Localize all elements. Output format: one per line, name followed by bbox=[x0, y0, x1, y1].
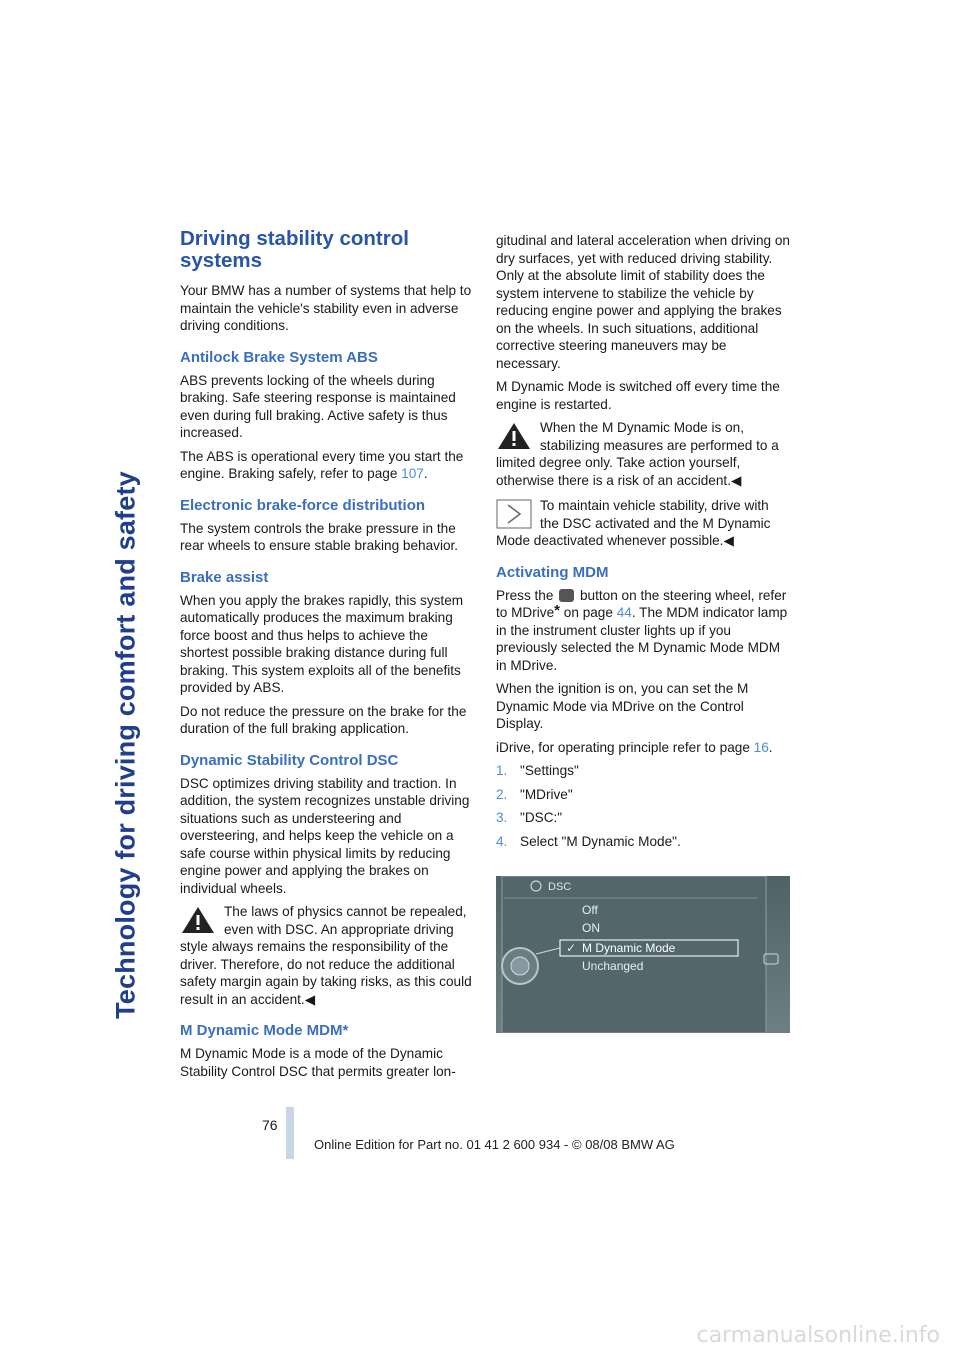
step-item bbox=[496, 809, 790, 827]
act3-text-end: . bbox=[768, 739, 773, 755]
act3-text: iDrive, for operating principle refer to page bbox=[496, 739, 754, 755]
right-column bbox=[496, 232, 790, 856]
warning-triangle-icon bbox=[180, 905, 216, 935]
intro-paragraph: Your BMW has a number of systems that help to maintain the vehicle's stability even in adverse driving conditions. bbox=[180, 283, 472, 333]
screen-option-on[interactable]: ON bbox=[582, 921, 600, 935]
mdm-note-text-b: M Dynamic Mode deactivated whenever possible. bbox=[496, 515, 771, 548]
mdm-note bbox=[496, 497, 790, 550]
screen-header: DSC bbox=[548, 881, 572, 893]
mdm-heading: M Dynamic Mode MDM* bbox=[180, 1022, 349, 1039]
step-list bbox=[496, 762, 790, 850]
abs-heading: Antilock Brake System ABS bbox=[180, 348, 378, 366]
step-text: "DSC:" bbox=[520, 810, 563, 825]
optional-equipment-star: * bbox=[554, 602, 561, 619]
activating-paragraph-2: When the ignition is on, you can set the M Dynamic Mode via MDrive on the Control Display. bbox=[496, 681, 749, 731]
brake-assist-paragraph-1: When you apply the brakes rapidly, this system automatically produces the maximum braking force boost and thus helps to achieve the shortest possible braking distance during full braking. This system exploits all of the benefits provided by ABS. bbox=[180, 592, 464, 695]
side-chapter-title-text: Technology for driving comfort and safety bbox=[110, 471, 141, 1019]
control-display-graphic bbox=[496, 876, 790, 1033]
step-text: Select "M Dynamic Mode". bbox=[520, 833, 681, 849]
mdm-off-paragraph: M Dynamic Mode is switched off every time the engine is restarted. bbox=[496, 379, 780, 412]
step-text: "MDrive" bbox=[520, 786, 573, 802]
ebd-heading: Electronic brake-force distribution bbox=[180, 496, 426, 514]
mdm-warning bbox=[496, 419, 790, 489]
check-icon: ✓ bbox=[566, 941, 577, 955]
step-number: 3. bbox=[496, 810, 508, 825]
mdm-paragraph: M Dynamic Mode is a mode of the Dynamic Stability Control DSC that permits greater lon- bbox=[180, 1046, 456, 1079]
step-number: 1. bbox=[496, 763, 508, 778]
left-column bbox=[180, 228, 474, 1086]
section-title: Driving stability control systems bbox=[180, 227, 409, 272]
activating-paragraph-3 bbox=[496, 739, 790, 757]
screen-option-unchanged[interactable]: Unchanged bbox=[582, 959, 644, 973]
mdm-warning-text-a: When the M Dynamic Mode is on, stabilizing measures are performed to a limited bbox=[496, 420, 779, 470]
step-text: "Settings" bbox=[520, 763, 579, 778]
abs-paragraph-1: ABS prevents locking of the wheels during braking. Safe steering response is maintained even during full braking. Active safety is thus increased. bbox=[180, 372, 456, 440]
end-mark: ◀ bbox=[304, 991, 316, 1007]
brake-assist-heading: Brake assist bbox=[180, 568, 269, 586]
page-link-44[interactable]: 44 bbox=[616, 605, 632, 620]
activating-mdm-heading: Activating MDM bbox=[496, 563, 609, 581]
abs-text: The ABS is operational every time you start the engine. Braking safely, refer to page bbox=[180, 448, 464, 481]
control-display-screenshot bbox=[496, 876, 790, 1033]
note-arrow-icon bbox=[496, 499, 532, 529]
act-text-c: on page bbox=[560, 605, 617, 620]
act-text-d: . The MDM indicator lamp in the instrument cluster lights up if you previously selected the M Dynamic Mode MDM in MDrive. bbox=[496, 605, 788, 673]
ebd-paragraph: The system controls the brake pressure in the rear wheels to ensure stable braking behavior. bbox=[180, 520, 459, 553]
mdm-note-text-a: To maintain vehicle stability, drive with the DSC activated and the bbox=[540, 498, 769, 531]
end-mark: ◀ bbox=[723, 533, 734, 548]
mdm-warning-text-b: degree only. Take action yourself, otherwise there is a risk of an accident. bbox=[496, 455, 741, 488]
step-item bbox=[496, 833, 790, 851]
brake-assist-paragraph-2: Do not reduce the pressure on the brake for the duration of the full braking application. bbox=[180, 703, 467, 736]
mdrive-button-icon bbox=[559, 589, 574, 602]
dsc-warning-text-b: An appropriate driving style always remains the responsibility of the driver. Therefore, do not reduce the additional safety margin again by taking risks, as this could result in an accident. bbox=[180, 921, 472, 1007]
act-text-b: button on the steering wheel, refer to MDrive bbox=[496, 587, 787, 620]
screen-option-off[interactable]: Off bbox=[582, 903, 598, 917]
end-mark: ◀ bbox=[730, 472, 742, 488]
step-number: 2. bbox=[496, 786, 508, 802]
page-number: 76 bbox=[262, 1117, 278, 1133]
step-item bbox=[496, 762, 790, 780]
act-text-a: Press the bbox=[496, 587, 558, 603]
page-link-107[interactable]: 107 bbox=[401, 466, 424, 481]
page-link-16[interactable]: 16 bbox=[753, 739, 769, 755]
warning-triangle-icon bbox=[496, 421, 532, 451]
footer-text: Online Edition for Part no. 01 41 2 600 934 - © 08/08 BMW AG bbox=[314, 1137, 675, 1152]
footer-bar bbox=[286, 1107, 294, 1159]
dsc-warning bbox=[180, 903, 474, 1008]
activating-paragraph-1 bbox=[496, 587, 790, 675]
dsc-heading: Dynamic Stability Control DSC bbox=[180, 751, 399, 769]
dsc-paragraph: DSC optimizes driving stability and traction. In addition, the system recognizes unstable driving situations such as understeering and oversteering, and helps keep the vehicle on a safe course within physical limits by reducing engine power and applying the brakes on individual wheels. bbox=[180, 775, 470, 896]
side-chapter-title bbox=[96, 230, 156, 1260]
abs-paragraph-2 bbox=[180, 448, 474, 483]
dsc-warning-text-a: The laws of physics cannot be repealed, even with DSC. bbox=[224, 904, 467, 937]
step-item bbox=[496, 786, 790, 804]
mdm-continued-paragraph: gitudinal and lateral acceleration when driving on dry surfaces, yet with reduced driving stability. Only at the absolute limit of stability does the system intervene to stabilize the vehicle by reducing engine power and applying the brakes on the wheels. In such situations, additional corrective steering maneuvers may be necessary. bbox=[496, 233, 790, 371]
screen-option-m-dynamic-mode[interactable]: M Dynamic Mode bbox=[582, 941, 676, 955]
step-number: 4. bbox=[496, 833, 508, 849]
abs-text-end: . bbox=[423, 466, 428, 481]
watermark: carmanualsonline.info bbox=[696, 1323, 940, 1348]
